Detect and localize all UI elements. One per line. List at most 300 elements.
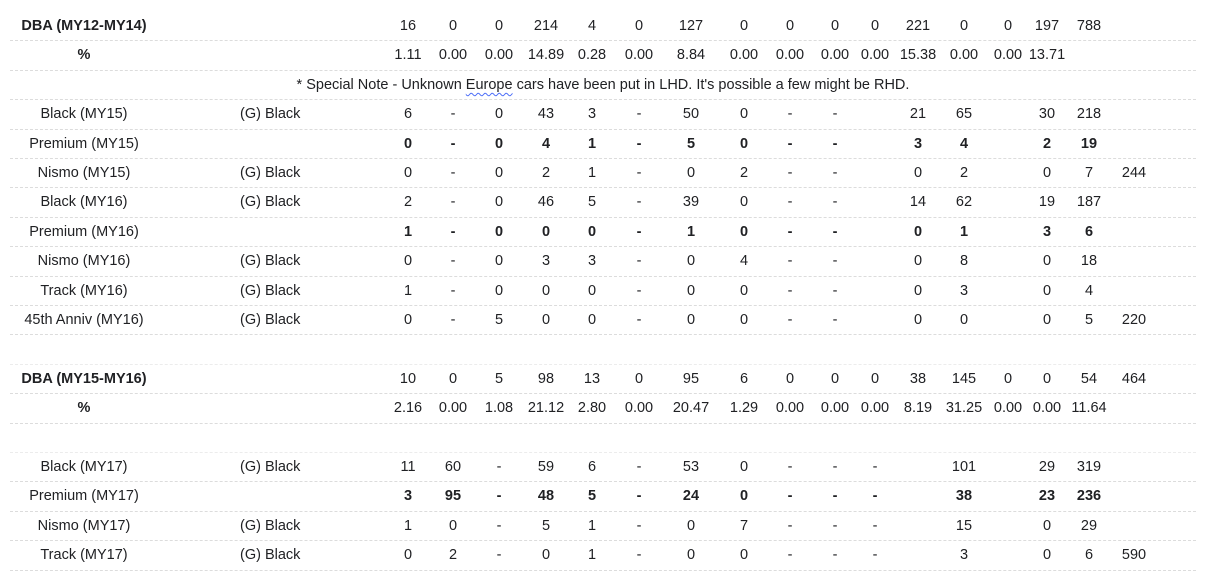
value-cell[interactable]: 6 xyxy=(403,106,413,123)
model-cell[interactable]: Nismo (MY15) xyxy=(37,165,131,181)
value-cell[interactable]: 0 xyxy=(587,312,597,328)
value-cell[interactable]: 0 xyxy=(587,223,597,240)
value-cell[interactable]: 4 xyxy=(739,253,749,270)
value-cell[interactable]: - xyxy=(787,106,793,123)
value-cell[interactable]: 218 xyxy=(1076,106,1102,123)
value-cell[interactable] xyxy=(1112,41,1156,69)
value-cell[interactable]: 14.89 xyxy=(527,47,565,64)
value-cell[interactable]: 1.11 xyxy=(394,47,422,64)
value-cell[interactable]: - xyxy=(832,282,838,299)
value-cell[interactable]: - xyxy=(636,459,642,475)
value-cell[interactable]: 3 xyxy=(403,488,413,505)
value-cell[interactable]: - xyxy=(636,488,642,505)
value-cell[interactable]: - xyxy=(450,282,456,299)
value-cell[interactable] xyxy=(986,541,1030,569)
value-cell[interactable]: 0 xyxy=(785,370,795,387)
value-cell[interactable]: 0 xyxy=(541,312,551,328)
value-cell[interactable]: 21.12 xyxy=(527,400,565,417)
special-note-cell[interactable] xyxy=(10,71,1196,99)
value-cell[interactable]: - xyxy=(636,106,642,123)
value-cell[interactable]: 1 xyxy=(686,223,696,240)
value-cell[interactable]: - xyxy=(787,488,793,505)
value-cell[interactable]: - xyxy=(496,459,502,475)
value-cell[interactable]: 0 xyxy=(913,282,923,299)
value-cell[interactable]: - xyxy=(450,106,456,123)
value-cell[interactable] xyxy=(1112,453,1156,481)
value-cell[interactable]: 59 xyxy=(537,459,555,475)
value-cell[interactable]: 0 xyxy=(913,253,923,270)
value-cell[interactable]: 19 xyxy=(1038,194,1056,211)
value-cell[interactable]: 1 xyxy=(587,517,597,534)
value-cell[interactable]: 0.28 xyxy=(577,47,607,64)
value-cell[interactable]: 0 xyxy=(686,312,696,328)
value-cell[interactable]: 1 xyxy=(403,223,413,240)
value-cell[interactable]: 127 xyxy=(678,18,704,34)
value-cell[interactable] xyxy=(986,512,1030,540)
value-cell[interactable]: 2.80 xyxy=(577,400,607,417)
value-cell[interactable] xyxy=(1112,12,1156,40)
value-cell[interactable]: - xyxy=(636,223,642,240)
value-cell[interactable] xyxy=(986,159,1030,187)
value-cell[interactable]: 1 xyxy=(403,282,413,299)
value-cell[interactable]: 0 xyxy=(785,18,795,34)
value-cell[interactable]: 0 xyxy=(739,547,749,564)
value-cell[interactable]: 590 xyxy=(1121,547,1147,564)
value-cell[interactable]: - xyxy=(496,547,502,564)
value-cell[interactable]: 4 xyxy=(541,135,551,152)
value-cell[interactable]: 0 xyxy=(739,106,749,123)
value-cell[interactable] xyxy=(853,218,897,246)
value-cell[interactable]: 0 xyxy=(494,223,504,240)
value-cell[interactable]: - xyxy=(832,253,838,270)
value-cell[interactable]: 11.64 xyxy=(1071,400,1107,417)
value-cell[interactable]: - xyxy=(832,165,838,181)
value-cell[interactable] xyxy=(1112,482,1156,510)
value-cell[interactable]: 10 xyxy=(399,370,417,387)
value-cell[interactable]: - xyxy=(832,223,838,240)
value-cell[interactable]: 0.00 xyxy=(860,47,890,64)
trim-cell[interactable]: (G) Black xyxy=(240,312,301,328)
value-cell[interactable]: 2 xyxy=(959,165,969,181)
value-cell[interactable]: 0.00 xyxy=(438,47,468,64)
value-cell[interactable] xyxy=(986,100,1030,128)
value-cell[interactable]: 0 xyxy=(403,312,413,328)
value-cell[interactable]: - xyxy=(450,223,456,240)
value-cell[interactable]: 0 xyxy=(494,253,504,270)
value-cell[interactable]: 0 xyxy=(587,282,597,299)
value-cell[interactable]: - xyxy=(636,253,642,270)
value-cell[interactable] xyxy=(1112,218,1156,246)
value-cell[interactable]: 0.00 xyxy=(775,400,805,417)
value-cell[interactable]: 0 xyxy=(959,312,969,328)
value-cell[interactable] xyxy=(986,306,1030,334)
value-cell[interactable]: 2 xyxy=(541,165,551,181)
value-cell[interactable]: 0 xyxy=(448,370,458,387)
value-cell[interactable]: - xyxy=(636,282,642,299)
value-cell[interactable]: 5 xyxy=(541,517,551,534)
value-cell[interactable]: 0 xyxy=(739,282,749,299)
value-cell[interactable]: 39 xyxy=(682,194,700,211)
value-cell[interactable]: 788 xyxy=(1076,18,1102,34)
value-cell[interactable]: 13 xyxy=(583,370,601,387)
value-cell[interactable]: 0 xyxy=(403,253,413,270)
value-cell[interactable]: 2 xyxy=(739,165,749,181)
trim-cell[interactable] xyxy=(240,482,310,510)
value-cell[interactable]: 2 xyxy=(403,194,413,211)
value-cell[interactable]: - xyxy=(787,223,793,240)
value-cell[interactable]: - xyxy=(872,459,878,475)
value-cell[interactable]: 0.00 xyxy=(949,47,979,64)
value-cell[interactable]: 0 xyxy=(1042,282,1052,299)
value-cell[interactable]: 0 xyxy=(1042,312,1052,328)
value-cell[interactable]: 0 xyxy=(1003,370,1013,387)
value-cell[interactable]: 0 xyxy=(739,223,749,240)
value-cell[interactable]: 19 xyxy=(1080,135,1098,152)
value-cell[interactable] xyxy=(986,247,1030,275)
value-cell[interactable] xyxy=(986,453,1030,481)
value-cell[interactable]: 0 xyxy=(494,106,504,123)
value-cell[interactable]: 4 xyxy=(959,135,969,152)
value-cell[interactable] xyxy=(853,247,897,275)
model-cell[interactable]: Premium (MY15) xyxy=(29,135,139,152)
value-cell[interactable]: 0 xyxy=(1042,370,1052,387)
value-cell[interactable]: 197 xyxy=(1034,18,1060,34)
trim-cell[interactable] xyxy=(240,394,310,422)
value-cell[interactable]: 0.00 xyxy=(993,47,1023,64)
value-cell[interactable]: 8.19 xyxy=(903,400,933,417)
value-cell[interactable]: - xyxy=(832,194,838,211)
value-cell[interactable]: 1.08 xyxy=(484,400,514,417)
value-cell[interactable]: - xyxy=(636,312,642,328)
value-cell[interactable]: - xyxy=(872,547,878,564)
value-cell[interactable]: - xyxy=(832,312,838,328)
value-cell[interactable]: 0 xyxy=(913,312,923,328)
value-cell[interactable]: 7 xyxy=(739,517,749,534)
value-cell[interactable]: 95 xyxy=(444,488,462,505)
model-cell[interactable]: DBA (MY15-MY16) xyxy=(21,370,147,387)
value-cell[interactable]: 4 xyxy=(1084,282,1094,299)
value-cell[interactable]: 0 xyxy=(686,517,696,534)
value-cell[interactable]: 0 xyxy=(959,18,969,34)
value-cell[interactable] xyxy=(1112,247,1156,275)
value-cell[interactable]: 62 xyxy=(955,194,973,211)
trim-cell[interactable]: (G) Black xyxy=(240,459,301,475)
value-cell[interactable]: 0 xyxy=(541,547,551,564)
value-cell[interactable]: 53 xyxy=(682,459,700,475)
value-cell[interactable] xyxy=(1112,188,1156,216)
value-cell[interactable] xyxy=(896,541,940,569)
value-cell[interactable]: 0 xyxy=(448,517,458,534)
value-cell[interactable] xyxy=(853,277,897,305)
value-cell[interactable]: 46 xyxy=(537,194,555,211)
value-cell[interactable]: 0.00 xyxy=(438,400,468,417)
value-cell[interactable]: - xyxy=(787,312,793,328)
value-cell[interactable]: 43 xyxy=(537,106,555,123)
value-cell[interactable] xyxy=(896,512,940,540)
value-cell[interactable]: - xyxy=(787,517,793,534)
value-cell[interactable]: 0 xyxy=(1003,18,1013,34)
value-cell[interactable]: 0 xyxy=(494,165,504,181)
value-cell[interactable]: 38 xyxy=(909,370,927,387)
value-cell[interactable]: 0.00 xyxy=(993,400,1023,417)
value-cell[interactable]: 0 xyxy=(494,194,504,211)
value-cell[interactable]: - xyxy=(872,517,878,534)
model-cell[interactable]: 45th Anniv (MY16) xyxy=(24,312,144,328)
value-cell[interactable]: 21 xyxy=(909,106,927,123)
value-cell[interactable] xyxy=(986,188,1030,216)
value-cell[interactable]: 0 xyxy=(739,194,749,211)
value-cell[interactable]: 0 xyxy=(686,253,696,270)
value-cell[interactable]: 3 xyxy=(959,547,969,564)
model-cell[interactable]: Track (MY16) xyxy=(40,282,128,299)
value-cell[interactable] xyxy=(1112,130,1156,158)
value-cell[interactable]: 8.84 xyxy=(676,47,706,64)
value-cell[interactable]: 3 xyxy=(541,253,551,270)
value-cell[interactable]: - xyxy=(636,194,642,211)
value-cell[interactable]: - xyxy=(832,517,838,534)
value-cell[interactable]: 1 xyxy=(587,547,597,564)
trim-cell[interactable]: (G) Black xyxy=(240,165,301,181)
value-cell[interactable]: 0 xyxy=(403,135,413,152)
value-cell[interactable]: - xyxy=(872,488,878,505)
value-cell[interactable]: 236 xyxy=(1076,488,1102,505)
value-cell[interactable]: - xyxy=(832,135,838,152)
value-cell[interactable]: 2 xyxy=(448,547,458,564)
value-cell[interactable]: 0 xyxy=(870,370,880,387)
value-cell[interactable]: 38 xyxy=(955,488,973,505)
value-cell[interactable]: 0 xyxy=(1042,517,1052,534)
value-cell[interactable]: 1.29 xyxy=(729,400,759,417)
value-cell[interactable]: 16 xyxy=(399,18,417,34)
value-cell[interactable]: 95 xyxy=(682,370,700,387)
value-cell[interactable]: 60 xyxy=(444,459,462,475)
value-cell[interactable]: 0 xyxy=(403,165,413,181)
value-cell[interactable]: 24 xyxy=(682,488,700,505)
value-cell[interactable] xyxy=(1067,41,1111,69)
value-cell[interactable]: 0 xyxy=(541,223,551,240)
trim-cell[interactable] xyxy=(240,12,310,40)
value-cell[interactable]: 0 xyxy=(1042,547,1052,564)
value-cell[interactable]: - xyxy=(636,547,642,564)
value-cell[interactable]: 3 xyxy=(1042,223,1052,240)
value-cell[interactable]: - xyxy=(832,459,838,475)
value-cell[interactable]: 0 xyxy=(913,165,923,181)
value-cell[interactable]: 30 xyxy=(1038,106,1056,123)
value-cell[interactable] xyxy=(986,482,1030,510)
value-cell[interactable]: 20.47 xyxy=(672,400,710,417)
value-cell[interactable]: 0 xyxy=(739,459,749,475)
value-cell[interactable]: 0 xyxy=(830,18,840,34)
value-cell[interactable]: - xyxy=(636,165,642,181)
value-cell[interactable] xyxy=(853,188,897,216)
value-cell[interactable]: 4 xyxy=(587,18,597,34)
value-cell[interactable]: - xyxy=(450,194,456,211)
value-cell[interactable]: - xyxy=(636,135,642,152)
value-cell[interactable]: 18 xyxy=(1080,253,1098,270)
value-cell[interactable] xyxy=(986,218,1030,246)
value-cell[interactable]: - xyxy=(450,135,456,152)
value-cell[interactable]: 0 xyxy=(448,18,458,34)
trim-cell[interactable]: (G) Black xyxy=(240,106,301,123)
value-cell[interactable]: 187 xyxy=(1076,194,1102,211)
value-cell[interactable]: 29 xyxy=(1080,517,1098,534)
value-cell[interactable]: 145 xyxy=(951,370,977,387)
value-cell[interactable] xyxy=(853,130,897,158)
value-cell[interactable]: - xyxy=(787,547,793,564)
value-cell[interactable]: 1 xyxy=(403,517,413,534)
value-cell[interactable] xyxy=(1112,394,1156,422)
value-cell[interactable]: 1 xyxy=(587,135,597,152)
value-cell[interactable]: 0 xyxy=(494,282,504,299)
value-cell[interactable] xyxy=(896,453,940,481)
value-cell[interactable]: 6 xyxy=(739,370,749,387)
value-cell[interactable]: - xyxy=(496,517,502,534)
model-cell[interactable]: % xyxy=(77,47,91,64)
value-cell[interactable] xyxy=(853,100,897,128)
value-cell[interactable] xyxy=(1112,512,1156,540)
value-cell[interactable]: 7 xyxy=(1084,165,1094,181)
value-cell[interactable] xyxy=(986,277,1030,305)
value-cell[interactable]: 29 xyxy=(1038,459,1056,475)
value-cell[interactable]: 220 xyxy=(1121,312,1147,328)
value-cell[interactable]: 0 xyxy=(870,18,880,34)
value-cell[interactable]: 14 xyxy=(909,194,927,211)
value-cell[interactable]: 0 xyxy=(1042,253,1052,270)
value-cell[interactable]: 13.71 xyxy=(1028,47,1066,64)
model-cell[interactable]: Nismo (MY16) xyxy=(37,253,131,270)
value-cell[interactable]: 6 xyxy=(1084,547,1094,564)
value-cell[interactable]: - xyxy=(636,517,642,534)
value-cell[interactable]: - xyxy=(832,106,838,123)
value-cell[interactable]: 319 xyxy=(1076,459,1102,475)
value-cell[interactable]: 0 xyxy=(739,135,749,152)
value-cell[interactable]: 65 xyxy=(955,106,973,123)
value-cell[interactable]: 0.00 xyxy=(820,400,850,417)
value-cell[interactable] xyxy=(853,306,897,334)
value-cell[interactable]: 15.38 xyxy=(899,47,937,64)
value-cell[interactable]: 6 xyxy=(1084,223,1094,240)
model-cell[interactable]: Nismo (MY17) xyxy=(37,517,131,534)
model-cell[interactable]: Track (MY17) xyxy=(40,547,128,564)
value-cell[interactable]: 101 xyxy=(951,459,977,475)
value-cell[interactable]: 0 xyxy=(541,282,551,299)
value-cell[interactable] xyxy=(1112,100,1156,128)
value-cell[interactable]: 464 xyxy=(1121,370,1147,387)
value-cell[interactable]: 0 xyxy=(1042,165,1052,181)
value-cell[interactable]: 0 xyxy=(739,312,749,328)
model-cell[interactable]: Premium (MY16) xyxy=(29,223,139,240)
value-cell[interactable] xyxy=(1112,277,1156,305)
value-cell[interactable]: 31.25 xyxy=(945,400,983,417)
value-cell[interactable]: 0 xyxy=(634,18,644,34)
value-cell[interactable]: 244 xyxy=(1121,165,1147,181)
value-cell[interactable]: 0.00 xyxy=(484,47,514,64)
model-cell[interactable]: Black (MY16) xyxy=(40,194,128,211)
model-cell[interactable]: % xyxy=(77,400,91,417)
trim-cell[interactable]: (G) Black xyxy=(240,194,301,211)
value-cell[interactable]: 1 xyxy=(587,165,597,181)
value-cell[interactable]: 0 xyxy=(739,18,749,34)
value-cell[interactable]: - xyxy=(787,135,793,152)
value-cell[interactable]: 0 xyxy=(494,18,504,34)
value-cell[interactable]: - xyxy=(787,165,793,181)
value-cell[interactable]: 0 xyxy=(830,370,840,387)
value-cell[interactable] xyxy=(986,130,1030,158)
value-cell[interactable]: 0 xyxy=(403,547,413,564)
value-cell[interactable]: 3 xyxy=(587,253,597,270)
value-cell[interactable]: 5 xyxy=(494,370,504,387)
value-cell[interactable]: - xyxy=(496,488,502,505)
value-cell[interactable]: 0.00 xyxy=(775,47,805,64)
value-cell[interactable]: 8 xyxy=(959,253,969,270)
value-cell[interactable]: 5 xyxy=(1084,312,1094,328)
value-cell[interactable]: - xyxy=(832,547,838,564)
value-cell[interactable]: 0 xyxy=(686,282,696,299)
value-cell[interactable]: 23 xyxy=(1038,488,1056,505)
value-cell[interactable] xyxy=(896,482,940,510)
value-cell[interactable]: 5 xyxy=(587,488,597,505)
value-cell[interactable]: 0.00 xyxy=(624,400,654,417)
value-cell[interactable]: - xyxy=(832,488,838,505)
value-cell[interactable]: 5 xyxy=(587,194,597,211)
value-cell[interactable]: 221 xyxy=(905,18,931,34)
trim-cell[interactable]: (G) Black xyxy=(240,282,301,299)
value-cell[interactable]: - xyxy=(450,312,456,328)
trim-cell[interactable]: (G) Black xyxy=(240,253,301,270)
value-cell[interactable]: - xyxy=(787,282,793,299)
value-cell[interactable]: 0 xyxy=(739,488,749,505)
value-cell[interactable]: 0 xyxy=(913,223,923,240)
value-cell[interactable]: - xyxy=(787,459,793,475)
model-cell[interactable]: DBA (MY12-MY14) xyxy=(21,18,147,34)
value-cell[interactable]: 5 xyxy=(686,135,696,152)
trim-cell[interactable] xyxy=(240,130,310,158)
value-cell[interactable]: 0 xyxy=(686,165,696,181)
trim-cell[interactable] xyxy=(240,218,310,246)
value-cell[interactable]: 6 xyxy=(587,459,597,475)
value-cell[interactable]: 0 xyxy=(494,135,504,152)
value-cell[interactable]: 0 xyxy=(634,370,644,387)
trim-cell[interactable] xyxy=(240,41,310,69)
value-cell[interactable] xyxy=(853,159,897,187)
value-cell[interactable]: 15 xyxy=(955,517,973,534)
value-cell[interactable]: - xyxy=(787,253,793,270)
model-cell[interactable]: Black (MY17) xyxy=(40,459,128,475)
value-cell[interactable]: 2.16 xyxy=(393,400,423,417)
value-cell[interactable]: 3 xyxy=(959,282,969,299)
model-cell[interactable]: Premium (MY17) xyxy=(29,488,139,505)
value-cell[interactable]: 11 xyxy=(400,459,416,475)
value-cell[interactable]: 0.00 xyxy=(1032,400,1062,417)
value-cell[interactable]: 50 xyxy=(682,106,700,123)
value-cell[interactable]: - xyxy=(450,253,456,270)
value-cell[interactable]: 1 xyxy=(959,223,969,240)
value-cell[interactable]: 214 xyxy=(533,18,559,34)
value-cell[interactable]: 54 xyxy=(1080,370,1098,387)
model-cell[interactable]: Black (MY15) xyxy=(40,106,128,123)
trim-cell[interactable] xyxy=(240,365,310,393)
value-cell[interactable]: 0.00 xyxy=(860,400,890,417)
value-cell[interactable]: - xyxy=(450,165,456,181)
value-cell[interactable]: 48 xyxy=(537,488,555,505)
value-cell[interactable]: 0.00 xyxy=(729,47,759,64)
value-cell[interactable]: 98 xyxy=(537,370,555,387)
trim-cell[interactable]: (G) Black xyxy=(240,547,301,564)
value-cell[interactable]: - xyxy=(787,194,793,211)
value-cell[interactable]: 3 xyxy=(587,106,597,123)
trim-cell[interactable]: (G) Black xyxy=(240,517,301,534)
value-cell[interactable]: 5 xyxy=(494,312,504,328)
